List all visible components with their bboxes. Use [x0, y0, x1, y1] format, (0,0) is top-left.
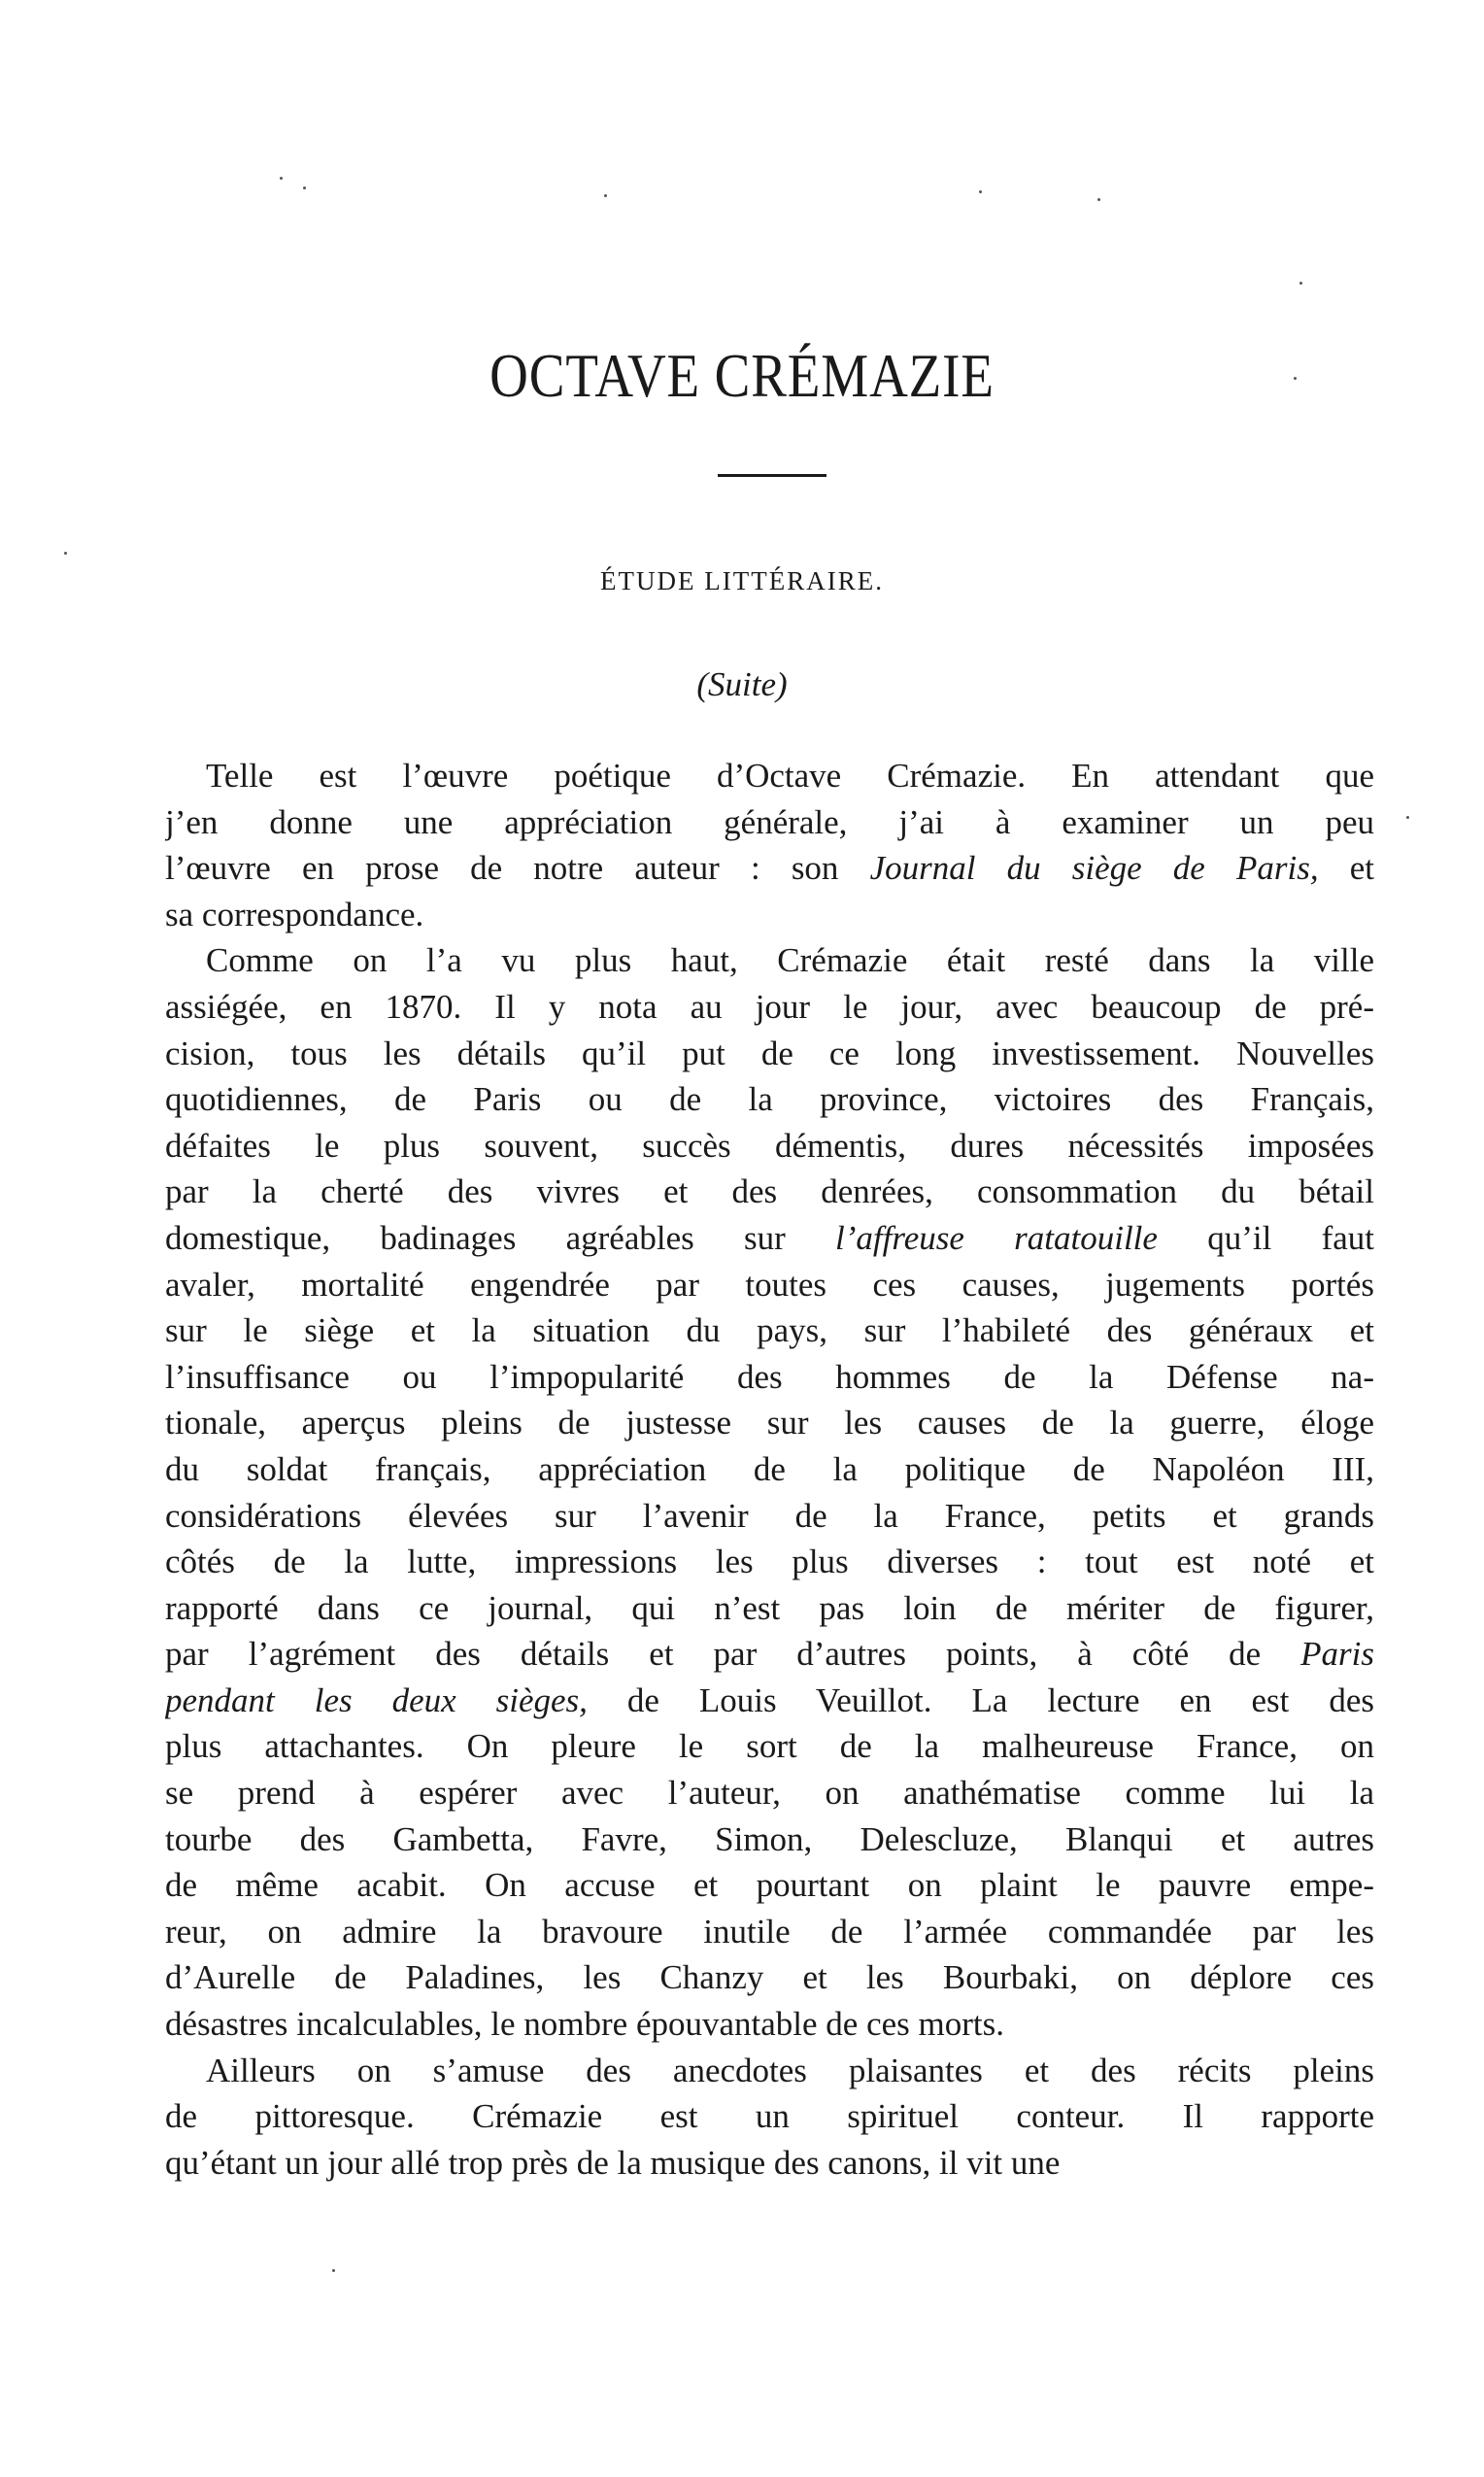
text-line [165, 1076, 1374, 1123]
continuation-note [0, 665, 1484, 704]
text-line [165, 2093, 1374, 2140]
text-run: domestique, badinages agréables sur [165, 1218, 836, 1257]
text-run: cision, tous les détails qu’il put de ce long investissement. Nouvelles [165, 1034, 1374, 1072]
text-line [165, 1446, 1374, 1493]
text-line [165, 1493, 1374, 1540]
text-line [165, 1631, 1374, 1678]
text-line [165, 845, 1374, 892]
scan-speck [303, 187, 306, 189]
title-divider [718, 474, 826, 477]
scan-speck [1097, 198, 1100, 201]
text-run: considérations élevées sur l’avenir de la France, petits et grands [165, 1496, 1374, 1535]
text-run: Comme on l’a vu plus haut, Crémazie était resté dans la ville [206, 941, 1374, 980]
text-run: de pittoresque. Crémazie est un spirituel conteur. Il rapporte [165, 2097, 1374, 2136]
text-line [165, 1031, 1374, 1077]
text-run: d’Aurelle de Paladines, les Chanzy et les Bourbaki, on déplore ces [165, 1958, 1374, 1997]
italic-title-text: Journal du siège de Paris, [869, 849, 1319, 888]
italic-title-text: l’affreuse ratatouille [835, 1218, 1158, 1257]
continuation-note-text: (Suite) [696, 665, 788, 703]
text-line [165, 799, 1374, 846]
text-run: quotidiennes, de Paris ou de la province, victoires des Français, [165, 1080, 1374, 1119]
text-line [165, 1262, 1374, 1308]
text-line [165, 1862, 1374, 1909]
text-run: de même acabit. On accuse et pourtant on plaint le pauvre empe- [165, 1866, 1374, 1905]
text-run: Telle est l’œuvre poétique d’Octave Crémazie. En attendant que [206, 757, 1374, 795]
text-line [165, 2001, 1374, 2048]
page-title: OCTAVE CRÉMAZIE [489, 341, 995, 410]
text-line [165, 1539, 1374, 1585]
text-run: par l’agrément des détails et par d’autres points, à côté de [165, 1635, 1301, 1674]
text-run: se prend à espérer avec l’auteur, on anathématise comme lui la [165, 1774, 1374, 1813]
scan-speck [64, 552, 67, 555]
text-line [165, 2048, 1374, 2094]
text-line [165, 1723, 1374, 1770]
text-line [165, 1354, 1374, 1401]
scan-speck [979, 190, 982, 193]
scan-speck [1294, 377, 1297, 380]
scan-speck [332, 2269, 335, 2272]
scan-speck [1406, 816, 1409, 819]
text-line [165, 1307, 1374, 1354]
text-line [165, 937, 1374, 984]
scan-speck [1299, 282, 1302, 285]
text-run: rapporté dans ce journal, qui n’est pas loin de mériter de figurer, [165, 1588, 1374, 1627]
text-line [165, 1770, 1374, 1816]
text-run: avaler, mortalité engendrée par toutes ces causes, jugements portés [165, 1265, 1374, 1304]
scan-speck [604, 194, 607, 197]
text-run: côtés de la lutte, impressions les plus diverses : tout est noté et [165, 1543, 1374, 1581]
text-run: l’œuvre en prose de notre auteur : son [165, 849, 870, 888]
text-run: tourbe des Gambetta, Favre, Simon, Delescluze, Blanqui et autres [165, 1819, 1374, 1858]
text-line [165, 1954, 1374, 2001]
italic-title-text: pendant les deux sièges, [165, 1680, 588, 1719]
text-run: et [1318, 849, 1374, 888]
text-run: du soldat français, appréciation de la politique de Napoléon III, [165, 1449, 1374, 1488]
text-line [165, 892, 1374, 938]
italic-title-text: Paris [1300, 1635, 1374, 1674]
text-run: l’insuffisance ou l’impopularité des hommes de la Défense na- [165, 1357, 1374, 1396]
body-text [165, 753, 1374, 2186]
text-run: tionale, aperçus pleins de justesse sur les causes de la guerre, éloge [165, 1404, 1374, 1442]
text-run: j’en donne une appréciation générale, j’ai à examiner un peu [165, 802, 1374, 841]
text-line [165, 2140, 1374, 2187]
text-run: défaites le plus souvent, succès démentis, dures nécessités imposées [165, 1126, 1374, 1165]
text-run: qu’il faut [1157, 1218, 1374, 1257]
text-line [165, 1215, 1374, 1262]
text-line [165, 1678, 1374, 1724]
text-line [165, 1123, 1374, 1170]
section-subtitle: ÉTUDE LITTÉRAIRE. [600, 566, 884, 595]
text-run: sa correspondance. [165, 895, 424, 933]
scan-speck [280, 177, 283, 180]
text-run: assiégée, en 1870. Il y nota au jour le jour, avec beaucoup de pré- [165, 987, 1374, 1026]
text-run: par la cherté des vivres et des denrées, consommation du bétail [165, 1172, 1374, 1211]
text-line [165, 1169, 1374, 1215]
text-run: reur, on admire la bravoure inutile de l’armée commandée par les [165, 1912, 1374, 1951]
text-line [165, 1816, 1374, 1863]
text-line [165, 753, 1374, 799]
text-run: plus attachantes. On pleure le sort de la malheureuse France, on [165, 1727, 1374, 1766]
text-line [165, 1400, 1374, 1446]
text-run: désastres incalculables, le nombre épouvantable de ces morts. [165, 2005, 1004, 2044]
text-line [165, 1585, 1374, 1632]
text-run: sur le siège et la situation du pays, sur l’habileté des généraux et [165, 1311, 1374, 1350]
text-line [165, 1909, 1374, 1955]
text-line [165, 984, 1374, 1031]
text-run: Ailleurs on s’amuse des anecdotes plaisantes et des récits pleins [206, 2051, 1374, 2089]
text-run: qu’étant un jour allé trop près de la musique des canons, il vit une [165, 2143, 1061, 2182]
text-run: de Louis Veuillot. La lecture en est des [587, 1680, 1374, 1719]
